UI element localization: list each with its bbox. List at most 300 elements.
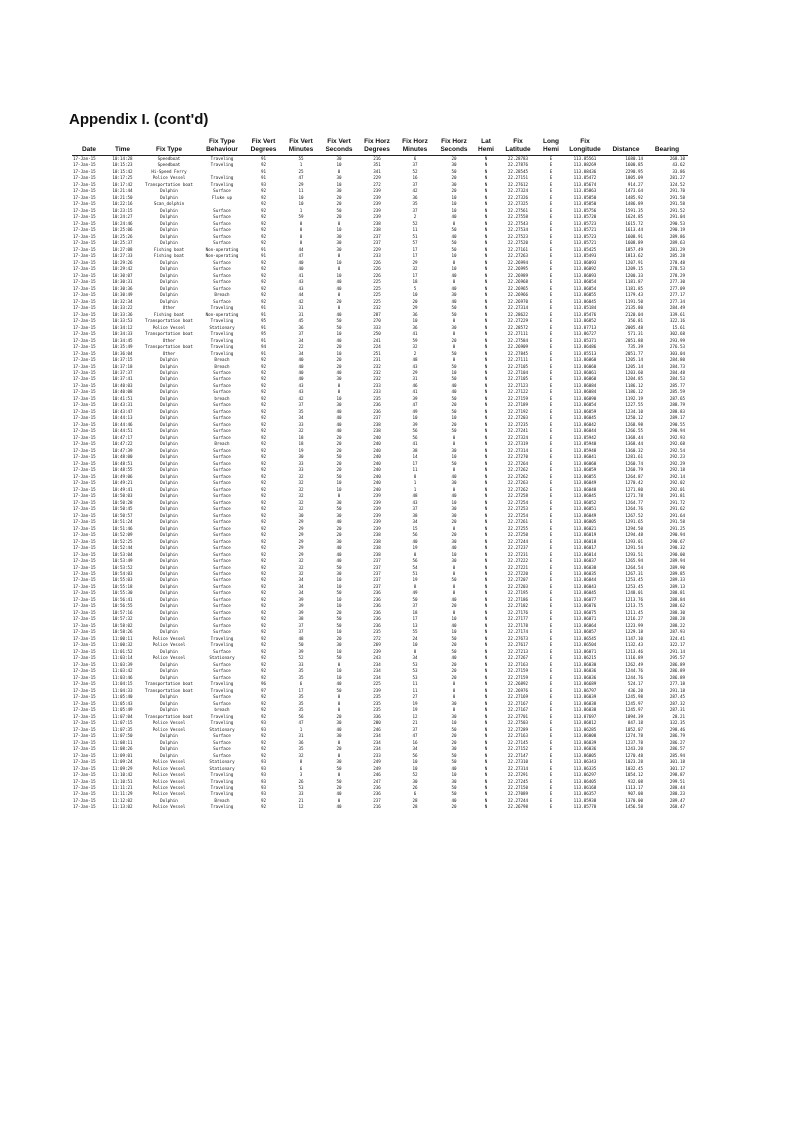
table-cell: 22.27237: [507, 545, 529, 551]
table-cell: 11: [412, 467, 418, 473]
table-cell: 92: [260, 188, 267, 194]
table-cell: 92: [260, 207, 267, 213]
table-cell: 92: [260, 395, 267, 401]
table-cell: 22.27310: [507, 759, 529, 765]
table-cell: 113.86059: [573, 467, 597, 473]
table-cell: E: [549, 194, 553, 200]
table-cell: 10: [451, 415, 457, 421]
table-cell: 11:03:42: [112, 668, 133, 674]
table-cell: 240: [373, 447, 381, 453]
table-cell: E: [549, 285, 553, 291]
table-cell: 287.45: [669, 694, 685, 700]
table-cell: 0: [452, 525, 456, 531]
table-cell: 226: [373, 272, 381, 278]
table-cell: 10:48:00: [112, 454, 133, 460]
table-cell: N: [484, 337, 488, 343]
table-cell: 0: [452, 486, 456, 492]
table-cell: 20: [451, 188, 457, 194]
table-cell: 92: [260, 674, 267, 680]
table-cell: 1: [299, 207, 303, 213]
table-cell: Traveling: [210, 156, 234, 161]
table-cell: 50: [451, 791, 457, 797]
table-row: [72, 759, 688, 765]
table-cell: N: [484, 227, 488, 233]
table-cell: 22.27876: [507, 162, 529, 168]
table-cell: 1368.44: [625, 434, 643, 440]
table-cell: 113.86052: [573, 499, 597, 505]
table-cell: E: [549, 759, 553, 765]
table-row: [72, 331, 688, 337]
table-cell: 20: [451, 733, 457, 739]
table-cell: 30: [451, 292, 457, 298]
column-header: Hemi: [474, 146, 498, 156]
table-cell: 20: [451, 156, 457, 161]
table-cell: E: [549, 772, 553, 778]
table-cell: 92: [260, 357, 267, 363]
table-cell: 30: [336, 233, 342, 239]
table-cell: E: [549, 227, 553, 233]
table-cell: 1264.77: [625, 499, 643, 505]
table-cell: 286.57: [669, 746, 685, 752]
table-cell: N: [484, 233, 488, 239]
table-cell: 32: [298, 752, 304, 758]
table-cell: 10:51:24: [112, 519, 133, 525]
table-cell: E: [549, 168, 553, 174]
table-cell: 17-Jan-15: [73, 382, 96, 388]
table-cell: 53: [412, 661, 418, 667]
table-cell: 1264.87: [625, 473, 643, 479]
table-cell: 22.27111: [507, 357, 529, 363]
table-cell: 40: [298, 357, 304, 363]
table-cell: 92: [260, 668, 267, 674]
table-cell: 11:10:51: [112, 778, 133, 784]
table-cell: E: [549, 207, 553, 213]
table-cell: Dolphin: [160, 272, 178, 278]
table-cell: 92: [260, 434, 267, 440]
table-cell: 113.86036: [573, 668, 597, 674]
table-cell: 10:34:45: [112, 337, 133, 343]
table-cell: 1209.15: [625, 266, 643, 272]
table-cell: 40: [336, 279, 342, 285]
table-cell: 18: [298, 441, 304, 447]
table-cell: 30: [451, 324, 457, 330]
table-cell: N: [484, 499, 488, 505]
table-cell: 92: [260, 382, 267, 388]
table-cell: 92: [260, 363, 267, 369]
table-cell: 22.27229: [507, 318, 529, 324]
table-cell: 52: [412, 168, 418, 174]
table-cell: 113.85674: [573, 181, 597, 187]
table-cell: E: [549, 797, 553, 803]
table-cell: 1857.49: [625, 246, 643, 252]
table-cell: 289.85: [669, 571, 685, 576]
table-cell: 33: [298, 467, 304, 473]
table-cell: Dolphin: [160, 700, 178, 706]
table-cell: 22.27250: [507, 532, 529, 538]
table-cell: 17-Jan-15: [73, 791, 96, 797]
table-cell: E: [549, 188, 553, 194]
table-cell: 92: [260, 447, 267, 453]
table-cell: 92: [260, 616, 267, 622]
table-cell: N: [484, 583, 488, 589]
column-header: Fix Type: [139, 146, 199, 156]
table-cell: 290.32: [669, 545, 685, 551]
table-cell: 92: [260, 376, 267, 382]
table-cell: 0: [299, 227, 303, 233]
table-cell: Surface: [213, 558, 231, 564]
table-cell: N: [484, 344, 488, 350]
table-cell: Dolphin: [160, 473, 178, 479]
table-cell: 34: [412, 655, 418, 661]
table-cell: 10:25:06: [112, 227, 133, 233]
table-cell: 17-Jan-15: [73, 337, 96, 343]
table-cell: Surface: [213, 583, 231, 589]
table-cell: 39: [412, 421, 418, 427]
table-cell: 22.27263: [507, 253, 529, 259]
table-cell: 113.88436: [573, 168, 597, 174]
table-cell: Traveling: [210, 344, 234, 350]
table-cell: 43.62: [672, 162, 685, 168]
table-cell: 17-Jan-15: [73, 655, 96, 661]
table-cell: 225: [373, 298, 381, 304]
table-cell: 22.27145: [507, 739, 529, 745]
table-cell: Transportation boat: [145, 681, 193, 687]
table-cell: 1624.85: [625, 214, 643, 220]
table-cell: 113.86168: [573, 784, 597, 790]
table-cell: 22.27159: [507, 668, 529, 674]
table-cell: Other: [162, 305, 176, 311]
table-cell: 40: [412, 538, 418, 544]
table-cell: 20: [451, 739, 457, 745]
table-cell: E: [549, 583, 553, 589]
table-cell: N: [484, 324, 488, 330]
table-cell: Traveling: [210, 181, 234, 187]
table-cell: 932.08: [627, 778, 643, 784]
table-cell: 235: [373, 629, 381, 635]
table-cell: 1203.60: [625, 369, 643, 375]
table-cell: 10: [298, 194, 304, 200]
table-cell: 113.85723: [573, 233, 597, 239]
table-cell: N: [484, 486, 488, 492]
table-cell: 1205.14: [625, 363, 643, 369]
table-cell: 17-Jan-15: [73, 207, 96, 213]
table-cell: Transportation boat: [145, 181, 193, 187]
table-cell: 56: [412, 428, 418, 434]
table-cell: 249: [373, 759, 381, 765]
table-cell: 12: [412, 713, 418, 719]
table-cell: 0: [337, 266, 341, 272]
table-cell: 92: [260, 804, 267, 810]
table-cell: Traveling: [210, 772, 234, 778]
table-cell: 291.52: [669, 207, 685, 213]
table-cell: 22.27325: [507, 201, 529, 207]
table-cell: Surface: [213, 467, 231, 473]
table-cell: 17-Jan-15: [73, 538, 96, 544]
table-cell: 22.27701: [507, 713, 529, 719]
table-cell: 10:49:41: [112, 486, 133, 492]
table-cell: 0: [337, 168, 341, 174]
table-cell: 92: [260, 428, 267, 434]
table-cell: 40: [336, 415, 342, 421]
column-header-top: Long: [543, 138, 559, 145]
table-cell: 10: [336, 350, 342, 356]
table-cell: 17-Jan-15: [73, 486, 96, 492]
table-cell: 290.55: [669, 421, 685, 427]
table-cell: 113.86044: [573, 577, 597, 583]
table-cell: 10:27:08: [112, 246, 133, 252]
table-cell: 92: [260, 571, 267, 576]
table-cell: 93: [260, 784, 267, 790]
table-cell: 19: [412, 577, 418, 583]
table-cell: Surface: [213, 480, 231, 486]
table-cell: N: [484, 622, 488, 628]
table-cell: 236: [373, 596, 381, 602]
table-cell: N: [484, 246, 488, 252]
table-cell: 46: [412, 382, 418, 388]
table-cell: 239: [373, 188, 381, 194]
table-cell: 39: [298, 596, 304, 602]
table-cell: 30: [451, 713, 457, 719]
table-cell: N: [484, 700, 488, 706]
table-cell: 11:12:02: [112, 797, 133, 803]
table-cell: Dolphin: [160, 752, 178, 758]
table-cell: Dolphin: [160, 661, 178, 667]
table-cell: 92: [260, 467, 267, 473]
table-cell: 17-Jan-15: [73, 363, 96, 369]
table-row: [72, 162, 688, 168]
table-cell: E: [549, 454, 553, 460]
table-cell: 10: [336, 272, 342, 278]
table-cell: 50: [451, 376, 457, 382]
table-cell: 571.31: [627, 331, 643, 337]
table-cell: 0: [337, 305, 341, 311]
table-cell: 236: [373, 791, 381, 797]
table-cell: 93: [260, 720, 267, 726]
table-cell: E: [549, 765, 553, 771]
table-cell: 22.27123: [507, 382, 529, 388]
table-cell: Surface: [213, 571, 231, 576]
table-cell: 10:37:18: [112, 363, 133, 369]
table-cell: 32: [298, 558, 304, 564]
table-cell: 40: [451, 545, 457, 551]
table-cell: 113.86035: [573, 571, 597, 576]
table-cell: N: [484, 661, 488, 667]
table-cell: E: [549, 292, 553, 298]
table-cell: E: [549, 337, 553, 343]
table-cell: 91: [260, 311, 267, 317]
table-cell: 92: [260, 493, 267, 499]
table-cell: N: [484, 655, 488, 661]
table-cell: 47: [298, 720, 304, 726]
table-cell: 50: [336, 564, 342, 570]
table-cell: 34: [298, 337, 304, 343]
table-cell: 287: [373, 311, 381, 317]
table-cell: 51: [412, 571, 418, 576]
table-cell: Surface: [213, 499, 231, 505]
table-cell: 1293.51: [625, 551, 643, 557]
table-cell: Scan_dolphin: [153, 201, 185, 207]
table-cell: N: [484, 441, 488, 447]
table-cell: 10:29:42: [112, 266, 133, 272]
table-cell: 10:15:42: [112, 168, 133, 174]
table-cell: E: [549, 603, 553, 609]
table-cell: 33: [298, 421, 304, 427]
table-cell: 0: [452, 220, 456, 226]
table-cell: Surface: [213, 525, 231, 531]
table-cell: 10:53:52: [112, 564, 133, 570]
table-cell: 30: [336, 499, 342, 505]
table-cell: 22.27326: [507, 194, 529, 200]
table-cell: 272: [373, 181, 381, 187]
table-cell: Dolphin: [160, 395, 178, 401]
table-cell: N: [484, 629, 488, 635]
table-cell: 17-Jan-15: [73, 499, 96, 505]
table-cell: N: [484, 564, 488, 570]
table-cell: 22.27244: [507, 797, 529, 803]
table-cell: 50: [298, 642, 304, 648]
table-cell: 56: [412, 532, 418, 538]
table-cell: 40: [451, 493, 457, 499]
table-cell: 20: [336, 713, 342, 719]
table-cell: Dolphin: [160, 674, 178, 680]
table-cell: 50: [336, 506, 342, 512]
table-cell: 113.85476: [573, 311, 597, 317]
table-cell: Surface: [213, 207, 231, 213]
column-header-top: [106, 138, 139, 146]
table-cell: Dolphin: [160, 797, 178, 803]
table-cell: 10: [451, 207, 457, 213]
table-cell: 20: [451, 674, 457, 680]
table-cell: 92: [260, 629, 267, 635]
table-cell: 10:37:41: [112, 376, 133, 382]
table-cell: Dolphin: [160, 369, 178, 375]
table-cell: 436.20: [627, 687, 643, 693]
table-cell: Dolphin: [160, 194, 178, 200]
table-cell: 113.86005: [573, 752, 597, 758]
table-cell: 22.27253: [507, 506, 529, 512]
table-cell: 10:49:21: [112, 480, 133, 486]
table-cell: 10:50:03: [112, 493, 133, 499]
table-cell: 237: [373, 583, 381, 589]
table-cell: 237: [373, 577, 381, 583]
table-cell: Traveling: [210, 720, 234, 726]
table-cell: 284.73: [669, 363, 685, 369]
table-cell: 17-Jan-15: [73, 201, 96, 207]
table-cell: 55: [298, 156, 304, 161]
table-cell: 41: [298, 272, 304, 278]
table-cell: E: [549, 622, 553, 628]
table-cell: 19: [412, 700, 418, 706]
table-cell: 301.17: [669, 765, 685, 771]
table-cell: 333: [373, 324, 381, 330]
table-cell: N: [484, 162, 488, 168]
table-cell: 1179.43: [625, 292, 643, 298]
table-cell: 1613.44: [625, 227, 643, 233]
table-cell: 92: [260, 272, 267, 278]
table-cell: Traveling: [210, 331, 234, 337]
table-cell: 10:44:13: [112, 415, 133, 421]
table-cell: 36: [412, 194, 418, 200]
table-cell: N: [484, 201, 488, 207]
table-row: [72, 616, 688, 622]
table-cell: 113.86059: [573, 408, 597, 414]
table-cell: E: [549, 350, 553, 356]
table-cell: Dolphin: [160, 603, 178, 609]
table-cell: 50: [451, 648, 457, 654]
table-cell: E: [549, 700, 553, 706]
table-cell: E: [549, 181, 553, 187]
table-cell: 55: [412, 629, 418, 635]
table-cell: 290.00: [669, 551, 685, 557]
table-cell: 50: [451, 311, 457, 317]
table-cell: 322.17: [669, 642, 685, 648]
table-cell: 17-Jan-15: [73, 376, 96, 382]
table-cell: 59: [298, 214, 304, 220]
table-cell: 17-Jan-15: [73, 395, 96, 401]
table-cell: 92: [260, 655, 267, 661]
table-cell: N: [484, 720, 488, 726]
table-cell: 113.86486: [573, 344, 597, 350]
table-cell: 92: [260, 441, 267, 447]
table-cell: 1293.01: [625, 538, 643, 544]
table-cell: 92: [260, 733, 267, 739]
table-cell: Dolphin: [160, 188, 178, 194]
table-cell: Traveling: [210, 175, 234, 181]
table-cell: 2135.80: [625, 305, 643, 311]
table-cell: 40: [336, 421, 342, 427]
table-cell: 10: [336, 629, 342, 635]
table-cell: 1370.00: [625, 797, 643, 803]
table-cell: 113.86054: [573, 279, 597, 285]
table-cell: 236: [373, 402, 381, 408]
table-cell: 39: [412, 395, 418, 401]
table-cell: N: [484, 791, 488, 797]
table-cell: 232: [373, 376, 381, 382]
table-cell: 240: [373, 467, 381, 473]
table-cell: 92: [260, 512, 267, 518]
table-cell: 41: [412, 441, 418, 447]
table-cell: 17-Jan-15: [73, 506, 96, 512]
table-cell: 92: [260, 648, 267, 654]
table-cell: 44: [298, 292, 304, 298]
table-cell: 17: [412, 272, 418, 278]
table-cell: 17-Jan-15: [73, 674, 96, 680]
table-cell: 1216.27: [625, 616, 643, 622]
table-cell: 92: [260, 519, 267, 525]
table-cell: 235: [373, 707, 381, 713]
table-row: [72, 733, 688, 739]
table-cell: 288.62: [669, 603, 685, 609]
table-cell: 17-Jan-15: [73, 551, 96, 557]
table-cell: 113.86093: [573, 272, 597, 278]
table-cell: 113.86060: [573, 376, 597, 382]
table-cell: 289.33: [669, 577, 685, 583]
table-cell: 17-Jan-15: [73, 168, 96, 174]
table-cell: 20: [336, 298, 342, 304]
table-cell: 38: [412, 512, 418, 518]
table-cell: 113.86054: [573, 285, 597, 291]
table-cell: 10:56:55: [112, 603, 133, 609]
table-cell: Police Vessel: [152, 726, 186, 732]
column-header-top: Fix Vert: [327, 138, 351, 145]
table-cell: 113.86054: [573, 402, 597, 408]
table-cell: E: [549, 674, 553, 680]
table-cell: 239: [373, 687, 381, 693]
table-cell: Surface: [213, 512, 231, 518]
table-cell: 30: [412, 778, 418, 784]
table-cell: Non-operating: [205, 311, 239, 317]
table-cell: Surface: [213, 298, 231, 304]
